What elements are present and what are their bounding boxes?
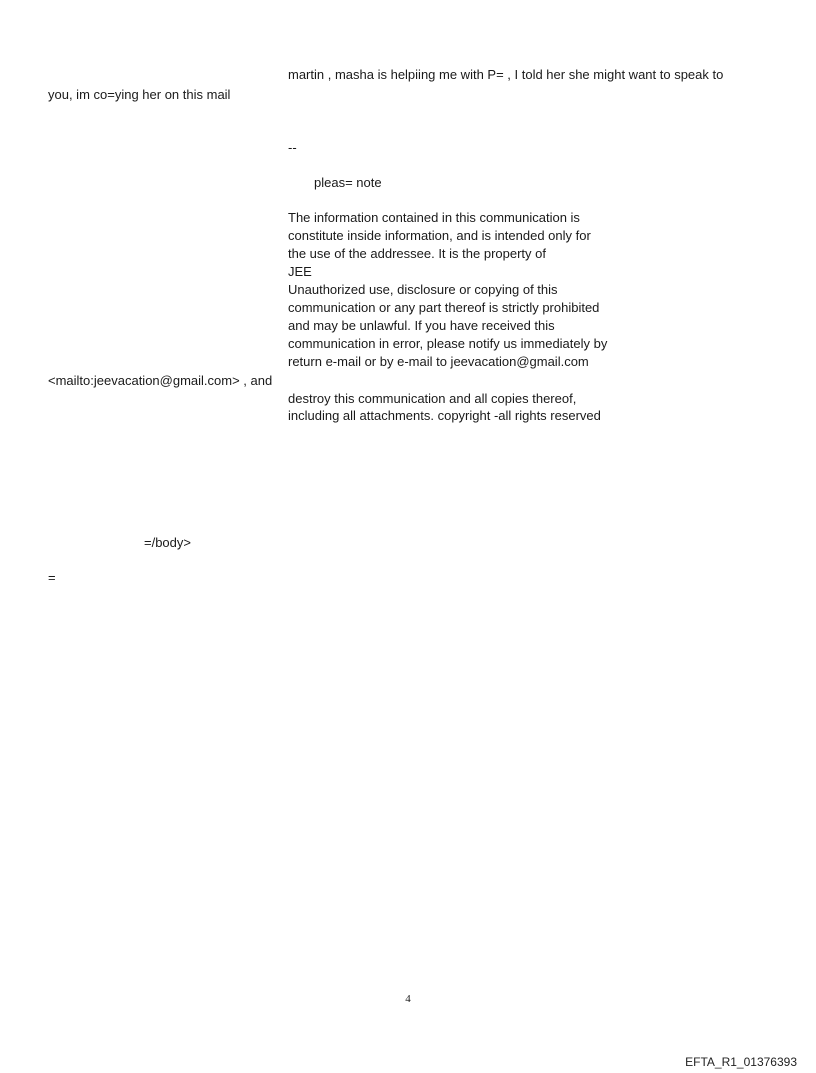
page-number: 4	[405, 993, 411, 1005]
disclaimer-tail-line-1: destroy this communication and all copies thereof,	[288, 391, 577, 406]
body-close-tag: =/body>	[144, 535, 191, 550]
disclaimer-line: communication in error, please notify us immediately by	[288, 336, 608, 351]
mailto-link-line[interactable]: <mailto:jeevacation@gmail.com> , and	[48, 373, 273, 388]
disclaimer-line: return e-mail or by e-mail to jeevacation@gmail.com	[288, 354, 589, 369]
disclaimer-line: constitute inside information, and is intended only for	[288, 228, 591, 243]
disclaimer-line: The information contained in this communication is	[288, 210, 580, 225]
disclaimer-tail-line-2: including all attachments. copyright -all rights reserved	[288, 408, 601, 423]
disclaimer-line: Unauthorized use, disclosure or copying of this	[288, 282, 558, 297]
trailing-equals: =	[48, 570, 56, 585]
email-opening-line-2: you, im co=ying her on this mail	[48, 87, 231, 102]
signature-separator: --	[288, 140, 297, 155]
email-opening-line-1: martin , masha is helpiing me with P= , I told her she might want to speak to	[288, 67, 724, 82]
note-heading: pleas= note	[314, 175, 382, 190]
disclaimer-line: JEE	[288, 264, 312, 279]
disclaimer-line: the use of the addressee. It is the property of	[288, 246, 546, 261]
disclaimer-block	[288, 209, 648, 371]
document-id: EFTA_R1_01376393	[685, 1055, 797, 1069]
disclaimer-line: and may be unlawful. If you have received this	[288, 318, 555, 333]
disclaimer-line: communication or any part thereof is strictly prohibited	[288, 300, 600, 315]
